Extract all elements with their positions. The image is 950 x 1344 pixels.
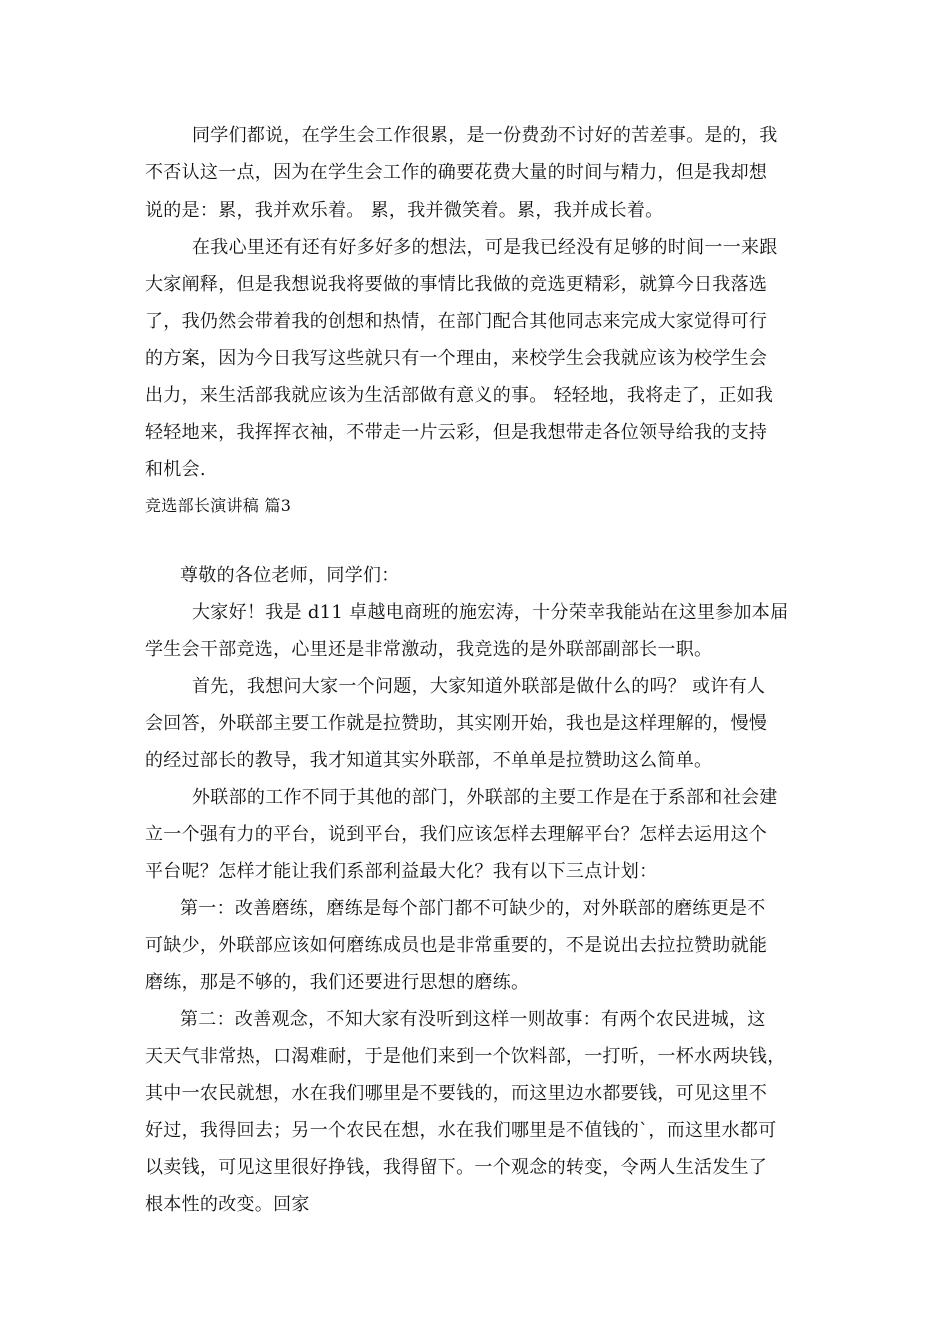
paragraph-line: 平台呢？怎样才能让我们系部利益最大化？我有以下三点计划： bbox=[145, 861, 658, 882]
paragraph-line: 第一：改善磨练，磨练是每个部门都不可缺少的，对外联部的磨练更是不 bbox=[180, 898, 766, 919]
paragraph-line: 和机会. bbox=[145, 459, 206, 480]
paragraph-line: 大家好！我是 d11 卓越电商班的施宏涛，十分荣幸我能站在这里参加本届 bbox=[192, 602, 789, 623]
salutation-line: 尊敬的各位老师，同学们： bbox=[180, 565, 400, 586]
paragraph-line: 不否认这一点，因为在学生会工作的确要花费大量的时间与精力，但是我却想 bbox=[145, 162, 768, 183]
paragraph-line: 学生会干部竞选，心里还是非常激动，我竞选的是外联部副部长一职。 bbox=[145, 639, 713, 660]
paragraph-line: 首先，我想问大家一个问题，大家知道外联部是做什么的吗？ 或许有人 bbox=[192, 676, 766, 697]
paragraph-line: 好过，我得回去；另一个农民在想，水在我们哪里是不值钱的`，而这里水都可 bbox=[145, 1120, 777, 1141]
paragraph-line: 在我心里还有还有好多好多的想法，可是我已经没有足够的时间一一来跟 bbox=[192, 237, 778, 258]
paragraph-line: 会回答，外联部主要工作就是拉赞助，其实刚开始，我也是这样理解的，慢慢 bbox=[145, 713, 768, 734]
paragraph-line: 的方案，因为今日我写这些就只有一个理由，来校学生会我就应该为校学生会 bbox=[145, 348, 768, 369]
paragraph-line: 根本性的改变。回家 bbox=[145, 1194, 310, 1215]
paragraph-line: 磨练，那是不够的，我们还要进行思想的磨练。 bbox=[145, 972, 530, 993]
paragraph-line: 外联部的工作不同于其他的部门，外联部的主要工作是在于系部和社会建 bbox=[192, 787, 778, 808]
paragraph-line: 说的是：累，我并欢乐着。 累，我并微笑着。累，我并成长着。 bbox=[145, 200, 664, 221]
paragraph-line: 天天气非常热，口渴难耐，于是他们来到一个饮料部，一打听，一杯水两块钱， bbox=[145, 1046, 786, 1067]
paragraph-line: 其中一农民就想，水在我们哪里是不要钱的，而这里边水都要钱，可见这里不 bbox=[145, 1083, 768, 1104]
paragraph-line: 第二：改善观念，不知大家有没听到这样一则故事：有两个农民进城，这 bbox=[180, 1009, 766, 1030]
paragraph-line: 同学们都说，在学生会工作很累，是一份费劲不讨好的苦差事。是的，我 bbox=[192, 125, 778, 146]
paragraph-line: 可缺少，外联部应该如何磨练成员也是非常重要的，不是说出去拉拉赞助就能 bbox=[145, 935, 768, 956]
paragraph-line: 以卖钱，可见这里很好挣钱，我得留下。一个观念的转变，令两人生活发生了 bbox=[145, 1157, 768, 1178]
paragraph-line: 立一个强有力的平台，说到平台，我们应该怎样去理解平台？怎样去运用这个 bbox=[145, 824, 768, 845]
paragraph-line: 出力，来生活部我就应该为生活部做有意义的事。 轻轻地，我将走了，正如我 bbox=[145, 385, 774, 406]
section-heading: 竞选部长演讲稿 篇3 bbox=[145, 496, 292, 515]
paragraph-line: 大家阐释，但是我想说我将要做的事情比我做的竞选更精彩，就算今日我落选 bbox=[145, 274, 768, 295]
paragraph-line: 的经过部长的教导，我才知道其实外联部，不单单是拉赞助这么简单。 bbox=[145, 750, 713, 771]
paragraph-line: 了，我仍然会带着我的创想和热情，在部门配合其他同志来完成大家觉得可行 bbox=[145, 311, 768, 332]
paragraph-line: 轻轻地来，我挥挥衣袖，不带走一片云彩，但是我想带走各位领导给我的支持 bbox=[145, 422, 768, 443]
